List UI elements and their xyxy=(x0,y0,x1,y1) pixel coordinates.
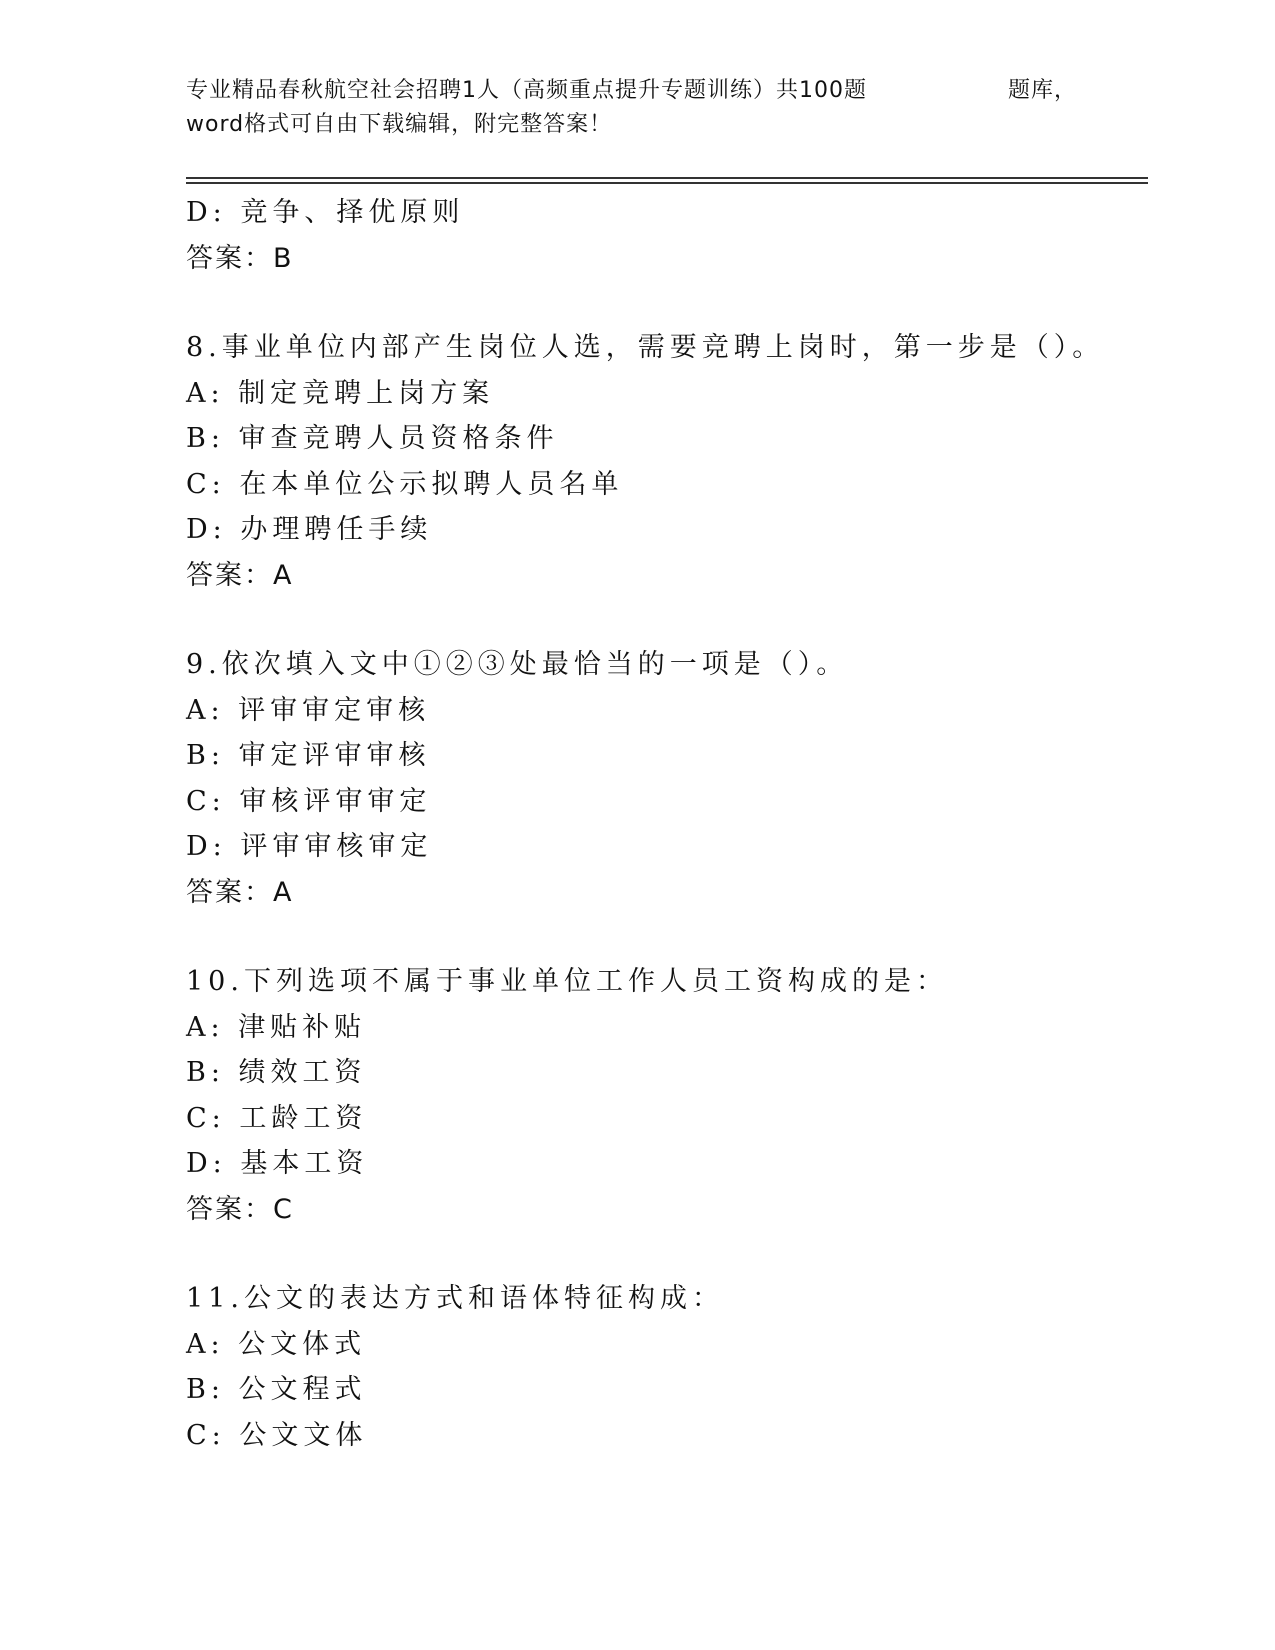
option-c: C: 公文文体 xyxy=(186,1419,368,1451)
question-8 xyxy=(186,325,1126,598)
question-10 xyxy=(186,959,1126,1232)
option-d: D: 办理聘任手续 xyxy=(186,514,433,545)
option-a: A: 评审审定审核 xyxy=(186,694,431,726)
question-list xyxy=(186,190,1126,1458)
answer-line: 答案：A xyxy=(186,559,294,591)
page-header xyxy=(186,74,1086,142)
question-11 xyxy=(186,1276,1126,1458)
header-line-1 xyxy=(186,74,1086,108)
previous-question-tail xyxy=(186,190,1126,281)
spacer xyxy=(186,281,1126,325)
option-a: A: 制定竞聘上岗方案 xyxy=(186,377,495,409)
option-a: A: 公文体式 xyxy=(186,1328,367,1360)
option-d: D: 基本工资 xyxy=(186,1148,369,1179)
option-c: C: 审核评审审定 xyxy=(186,785,432,817)
option-b: B: 审定评审审核 xyxy=(186,740,431,771)
option-b: B: 审查竞聘人员资格条件 xyxy=(186,423,559,454)
option-b: B: 公文程式 xyxy=(186,1374,367,1405)
option-a: A: 津贴补贴 xyxy=(186,1011,367,1043)
spacer xyxy=(186,1232,1126,1276)
header-rule-top xyxy=(186,177,1148,179)
question-stem: 8.事业单位内部产生岗位人选，需要竞聘上岗时，第一步是（）。 xyxy=(186,332,1105,363)
header-title-tail: 题库， xyxy=(1008,78,1078,103)
question-stem: 9.依次填入文中①②③处最恰当的一项是（）。 xyxy=(186,649,849,680)
option-b: B: 绩效工资 xyxy=(186,1057,367,1088)
answer-line: 答案：B xyxy=(186,242,294,274)
header-rule-bottom xyxy=(186,182,1148,184)
answer-line: 答案：C xyxy=(186,1193,294,1225)
header-title: 专业精品春秋航空社会招聘1人（高频重点提升专题训练）共100题 xyxy=(186,78,867,103)
spacer xyxy=(186,598,1126,642)
question-stem: 11.公文的表达方式和语体特征构成： xyxy=(186,1283,724,1314)
question-9 xyxy=(186,642,1126,915)
option-d: D: 评审审核审定 xyxy=(186,831,433,862)
option-c: C: 工龄工资 xyxy=(186,1102,368,1134)
option-c: C: 在本单位公示拟聘人员名单 xyxy=(186,468,624,500)
spacer xyxy=(186,915,1126,959)
question-stem: 10.下列选项不属于事业单位工作人员工资构成的是： xyxy=(186,966,948,997)
answer-line: 答案：A xyxy=(186,876,294,908)
option-d: D: 竞争、择优原则 xyxy=(186,197,465,228)
header-line-2: word格式可自由下载编辑，附完整答案！ xyxy=(186,112,613,137)
